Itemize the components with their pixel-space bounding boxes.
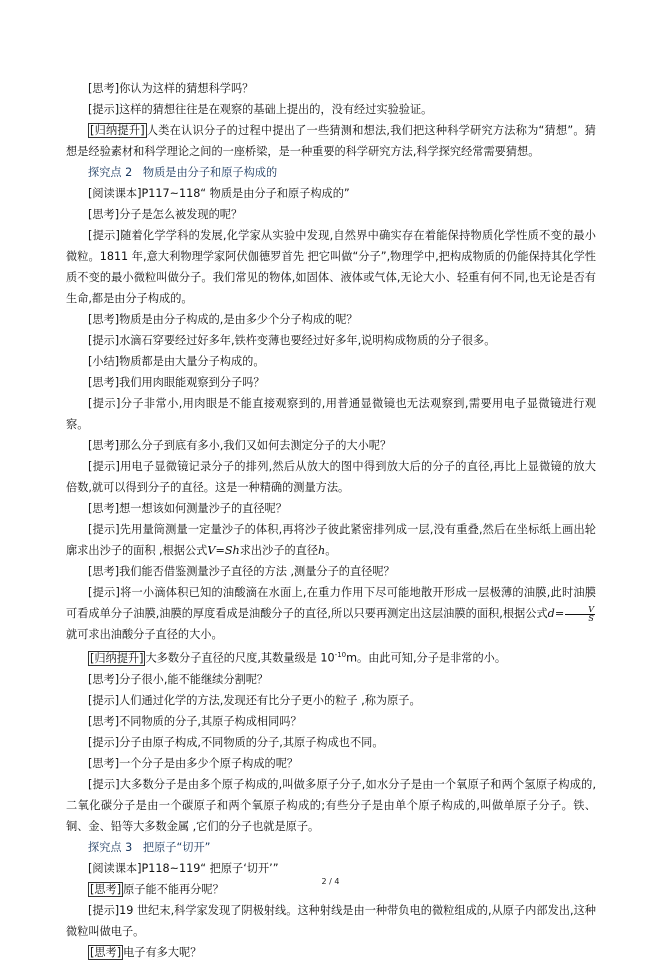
hint-answer: [提示]分子非常小,用肉眼是不能直接观察到的,用普通显微镜也无法观察到,需要用电子显微镜进行观察。 — [66, 397, 596, 431]
summary-tag: [归纳提升] — [90, 651, 144, 665]
summary-tag: [归纳提升] — [90, 124, 145, 137]
reading-note: [阅读课本]P117~118“ 物质是由分子和原子构成的” — [88, 187, 350, 200]
power-base: 10 — [320, 651, 335, 665]
power-exponent: -10 — [334, 651, 347, 659]
hint-text: [提示]先用量筒测量一定量沙子的体积,再将沙子彼此紧密排列成一层,没有重叠,然后在坐标纸上画出轮廓求出沙子的面积 ,根据公式 — [66, 523, 596, 557]
hint-answer: [提示]分子由原子构成,不同物质的分子,其原子构成也不同。 — [88, 735, 384, 749]
summary-text: 人类在认识分子的过程中提出了一些猜测和想法,我们把这种科学研究方法称为“猜想”。猜想是经验素材和科学理论之间的一座桥梁，是一种重要的科学研究方法,科学探究经常需要猜想。 — [66, 124, 596, 158]
hint-answer: [提示]19 世纪末,科学家发现了阴极射线。这种射线是由一种带负电的微粒组成的,从原子内部发出,这种微粒叫做电子。 — [66, 903, 596, 938]
think-tag: [思考] — [90, 945, 122, 959]
fraction-denominator: S — [588, 613, 594, 623]
hint-answer: [提示]用电子显微镜记录分子的排列,然后从放大的图中得到放大后的分子的直径,再比上显微镜的放大倍数,就可以得到分子的直径。这是一种精确的测量方法。 — [66, 460, 596, 494]
think-tag: [思考] — [90, 882, 122, 896]
summary-text: 大多数分子直径的尺度,其数量级是 — [145, 651, 317, 665]
unit: m — [346, 651, 358, 665]
hint-answer — [66, 519, 596, 561]
summary-paragraph — [66, 645, 596, 669]
section-title: 物质是由分子和原子构成的 — [142, 166, 278, 179]
hint-text: [提示]将一小滴体积已知的油酸滴在水面上,在重力作用下尽可能地散开形成一层极薄的油膜,此时油膜可看成单分子油膜,油膜的厚度看成是油酸分子的直径,所以只要再测定出这层油膜的面积,根据公式 — [66, 586, 596, 620]
hint-text: 。 — [325, 544, 337, 557]
hint-answer: [提示]人们通过化学的方法,发现还有比分子更小的粒子 ,称为原子。 — [88, 693, 421, 707]
brief-summary: [小结]物质都是由大量分子构成的。 — [88, 355, 265, 368]
section-label: 探究点 2 — [88, 166, 133, 179]
formula-variable: h — [318, 544, 326, 557]
hint-answer: [提示]这样的猜想往往是在观察的基础上提出的，没有经过实验验证。 — [88, 103, 433, 116]
think-question: [思考]想一想该如何测量沙子的直径呢？ — [88, 502, 287, 515]
hint-answer: [提示]随着化学学科的发展,化学家从实验中发现,自然界中确实存在着能保持物质化学性质不变的最小微粒。1811 年,意大利物理学家阿伏伽德罗首先 把它叫做“分子”,物理学中,把构成物质的仍能保持其化学性质不变的最小微粒叫做分子。我们常见的物体,如固体、液体或气体,无论大小、轻重有何不同,也无论是否有生命,都是由分子构成的。 — [66, 229, 596, 305]
formula-diameter: d= — [547, 607, 565, 620]
think-question: [思考]你认为这样的猜想科学吗？ — [88, 82, 254, 95]
hint-text: 就可求出油酸分子直径的大小。 — [66, 628, 223, 641]
section-title: 把原子“切开” — [142, 840, 211, 854]
hint-answer: [提示]大多数分子是由多个原子构成的,叫做多原子分子,如水分子是由一个氧原子和两个氢原子构成的,二氧化碳分子是由一个碳原子和两个氧原子构成的;有些分子是由单个原子构成的,叫做单原子分子。铁、铜、金、铅等大多数金属 ,它们的分子也就是原子。 — [66, 777, 596, 833]
hint-answer: [提示]水滴石穿要经过好多年,铁杵变薄也要经过好多年,说明构成物质的分子很多。 — [88, 334, 496, 347]
hint-answer — [66, 582, 596, 645]
section-label: 探究点 3 — [88, 840, 133, 854]
fraction-numerator: V — [565, 606, 595, 615]
think-text: 原子能不能再分呢？ — [123, 882, 224, 896]
page-number: 2 / 4 — [321, 877, 340, 886]
think-question: [思考]不同物质的分子,其原子构成相同吗？ — [88, 714, 302, 728]
formula-fraction — [565, 606, 595, 623]
document-body — [66, 78, 596, 963]
section-heading-3 — [66, 837, 596, 858]
think-question — [66, 942, 596, 963]
think-text: 电子有多大呢？ — [123, 945, 202, 959]
think-question: [思考]物质是由分子构成的,是由多少个分子构成的呢？ — [88, 313, 358, 326]
think-question: [思考]我们能否借鉴测量沙子直径的方法 ,测量分子的直径呢？ — [88, 565, 395, 578]
think-question: [思考]分子很小,能不能继续分割呢？ — [88, 672, 269, 686]
think-question: [思考]分子是怎么被发现的呢？ — [88, 208, 243, 221]
think-question: [思考]我们用肉眼能观察到分子吗？ — [88, 376, 265, 389]
reading-note: [阅读课本]P118~119“ 把原子‘切开’” — [88, 861, 279, 875]
section-heading-2 — [66, 162, 596, 183]
formula-volume: V=Sh — [207, 544, 240, 557]
summary-text: 。由此可知,分子是非常的小。 — [357, 651, 507, 665]
summary-paragraph — [66, 120, 596, 162]
think-question: [思考]那么分子到底有多小,我们又如何去测定分子的大小呢？ — [88, 439, 392, 452]
think-question: [思考]一个分子是由多少个原子构成的呢？ — [88, 756, 299, 770]
hint-text: 求出沙子的直径 — [239, 544, 319, 557]
